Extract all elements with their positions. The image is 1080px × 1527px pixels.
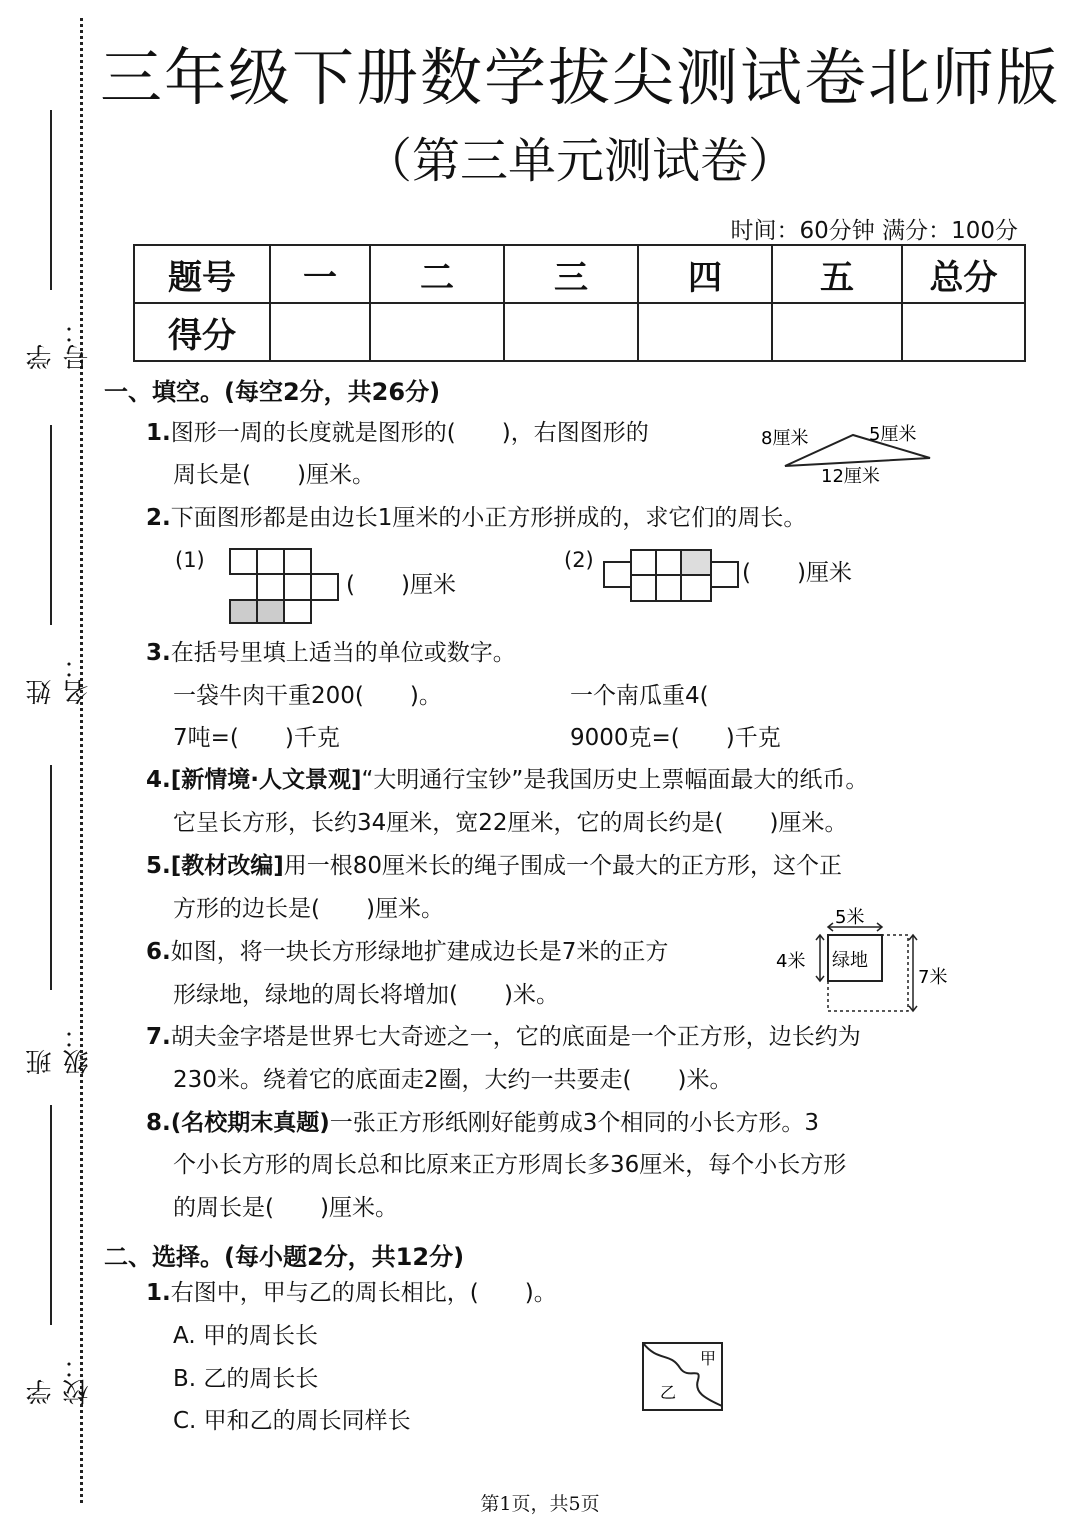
square-figure-2: [600, 546, 742, 606]
s1-q2-p1-label: (1): [175, 548, 205, 572]
triangle-figure: [755, 418, 945, 490]
triangle-side-c: 12厘米: [821, 466, 880, 487]
s1-q1-line2: 周长是( )厘米。: [173, 462, 375, 488]
fig-yi-label: 乙: [660, 1383, 677, 1402]
s1-q4-line2: 它呈长方形，长约34厘米，宽22厘米，它的周长约是( )厘米。: [173, 810, 848, 836]
s1-q8-line3: 的周长是( )厘米。: [173, 1195, 398, 1221]
s1-q2-line: 2.下面图形都是由边长1厘米的小正方形拼成的，求它们的周长。: [146, 505, 807, 531]
section1-heading: 一、填空。(每空2分，共26分): [104, 378, 441, 406]
score-cell[interactable]: [772, 303, 902, 361]
s1-q3-b: 一个南瓜重4(: [570, 683, 709, 709]
score-header-cell: 五: [772, 245, 902, 303]
s2-q1-option-c[interactable]: C. 甲和乙的周长同样长: [173, 1408, 411, 1434]
score-cell[interactable]: [638, 303, 772, 361]
score-header-cell: 二: [370, 245, 504, 303]
s1-q2-p1-answer: ( )厘米: [346, 572, 456, 598]
binding-dotted-line: [80, 18, 83, 1503]
fig-inner-label: 绿地: [832, 950, 868, 971]
score-cell[interactable]: [270, 303, 370, 361]
s1-q4-line1: 4.[新情境·人文景观]“大明通行宝钞”是我国历史上票幅面最大的纸币。: [146, 767, 869, 793]
side-label-banji: 班级：: [26, 1023, 93, 1075]
score-header-cell: 题号: [134, 245, 270, 303]
page-footer: 第1页，共5页: [480, 1493, 600, 1515]
s1-q3-c: 7吨=( )千克: [173, 725, 340, 751]
score-header-cell: 总分: [902, 245, 1025, 303]
s1-q3-d: 9000克=( )千克: [570, 725, 781, 751]
score-header-cell: 四: [638, 245, 772, 303]
s1-q8-line1: 8.(名校期末真题)一张正方形纸刚好能剪成3个相同的小长方形。3: [146, 1110, 820, 1136]
score-header-cell: 三: [504, 245, 638, 303]
side-field-xuexiao[interactable]: [22, 1105, 93, 1405]
s1-q3-a: 一袋牛肉干重200( )。: [173, 683, 442, 709]
triangle-side-a: 8厘米: [761, 428, 809, 449]
green-land-figure: [772, 905, 962, 1017]
s1-q5-line2: 方形的边长是( )厘米。: [173, 896, 444, 922]
s1-q6-line2: 形绿地，绿地的周长将增加( )米。: [173, 982, 559, 1008]
jia-yi-figure: [640, 1340, 726, 1414]
side-label-xuexiao: 学校：: [26, 1353, 93, 1405]
s1-q7-line2: 230米。绕着它的底面走2圈，大约一共要走( )米。: [173, 1067, 733, 1093]
fig-jia-label: 甲: [700, 1349, 717, 1368]
score-table-header-row: [134, 245, 1025, 303]
s1-q3-line: 3.在括号里填上适当的单位或数字。: [146, 640, 516, 666]
square-figure-1: [226, 546, 346, 626]
page-subtitle: （第三单元测试卷）: [363, 133, 796, 189]
s2-q1-option-a[interactable]: A. 甲的周长长: [173, 1323, 318, 1349]
s2-q1-line: 1.右图中，甲与乙的周长相比，( )。: [146, 1280, 557, 1306]
s1-q7-line1: 7.胡夫金字塔是世界七大奇迹之一，它的底面是一个正方形，边长约为: [146, 1024, 861, 1050]
fig-right-label: 7米: [918, 967, 948, 988]
exam-meta: 时间：60分钟 满分：100分: [730, 218, 1018, 244]
side-label-xuehao: 学号：: [26, 318, 93, 370]
fig-left-label: 4米: [776, 951, 806, 972]
section2-heading: 二、选择。(每小题2分，共12分): [104, 1243, 465, 1271]
score-table: [133, 244, 1026, 362]
score-row-label: 得分: [134, 303, 270, 361]
score-cell[interactable]: [370, 303, 504, 361]
page-title: 三年级下册数学拔尖测试卷北师版: [99, 41, 1060, 114]
score-cell[interactable]: [902, 303, 1025, 361]
triangle-side-b: 5厘米: [869, 424, 917, 445]
side-field-banji[interactable]: [22, 765, 93, 1075]
s1-q8-line2: 个小长方形的周长总和比原来正方形周长多36厘米，每个小长方形: [173, 1152, 847, 1178]
s1-q5-line1: 5.[教材改编]用一根80厘米长的绳子围成一个最大的正方形，这个正: [146, 853, 843, 879]
side-field-xuehao[interactable]: [22, 110, 93, 370]
s1-q2-p2-answer: ( )厘米: [742, 560, 852, 586]
score-table-score-row: [134, 303, 1025, 361]
side-label-xingming: 姓名：: [26, 653, 93, 705]
score-header-cell: 一: [270, 245, 370, 303]
s1-q1-line1: 1.图形一周的长度就是图形的( )，右图图形的: [146, 420, 649, 446]
s2-q1-option-b[interactable]: B. 乙的周长长: [173, 1366, 319, 1392]
s1-q2-p2-label: (2): [564, 548, 594, 572]
side-field-xingming[interactable]: [22, 425, 93, 705]
fig-top-label: 5米: [835, 907, 865, 928]
s1-q6-line1: 6.如图，将一块长方形绿地扩建成边长是7米的正方: [146, 939, 669, 965]
score-cell[interactable]: [504, 303, 638, 361]
